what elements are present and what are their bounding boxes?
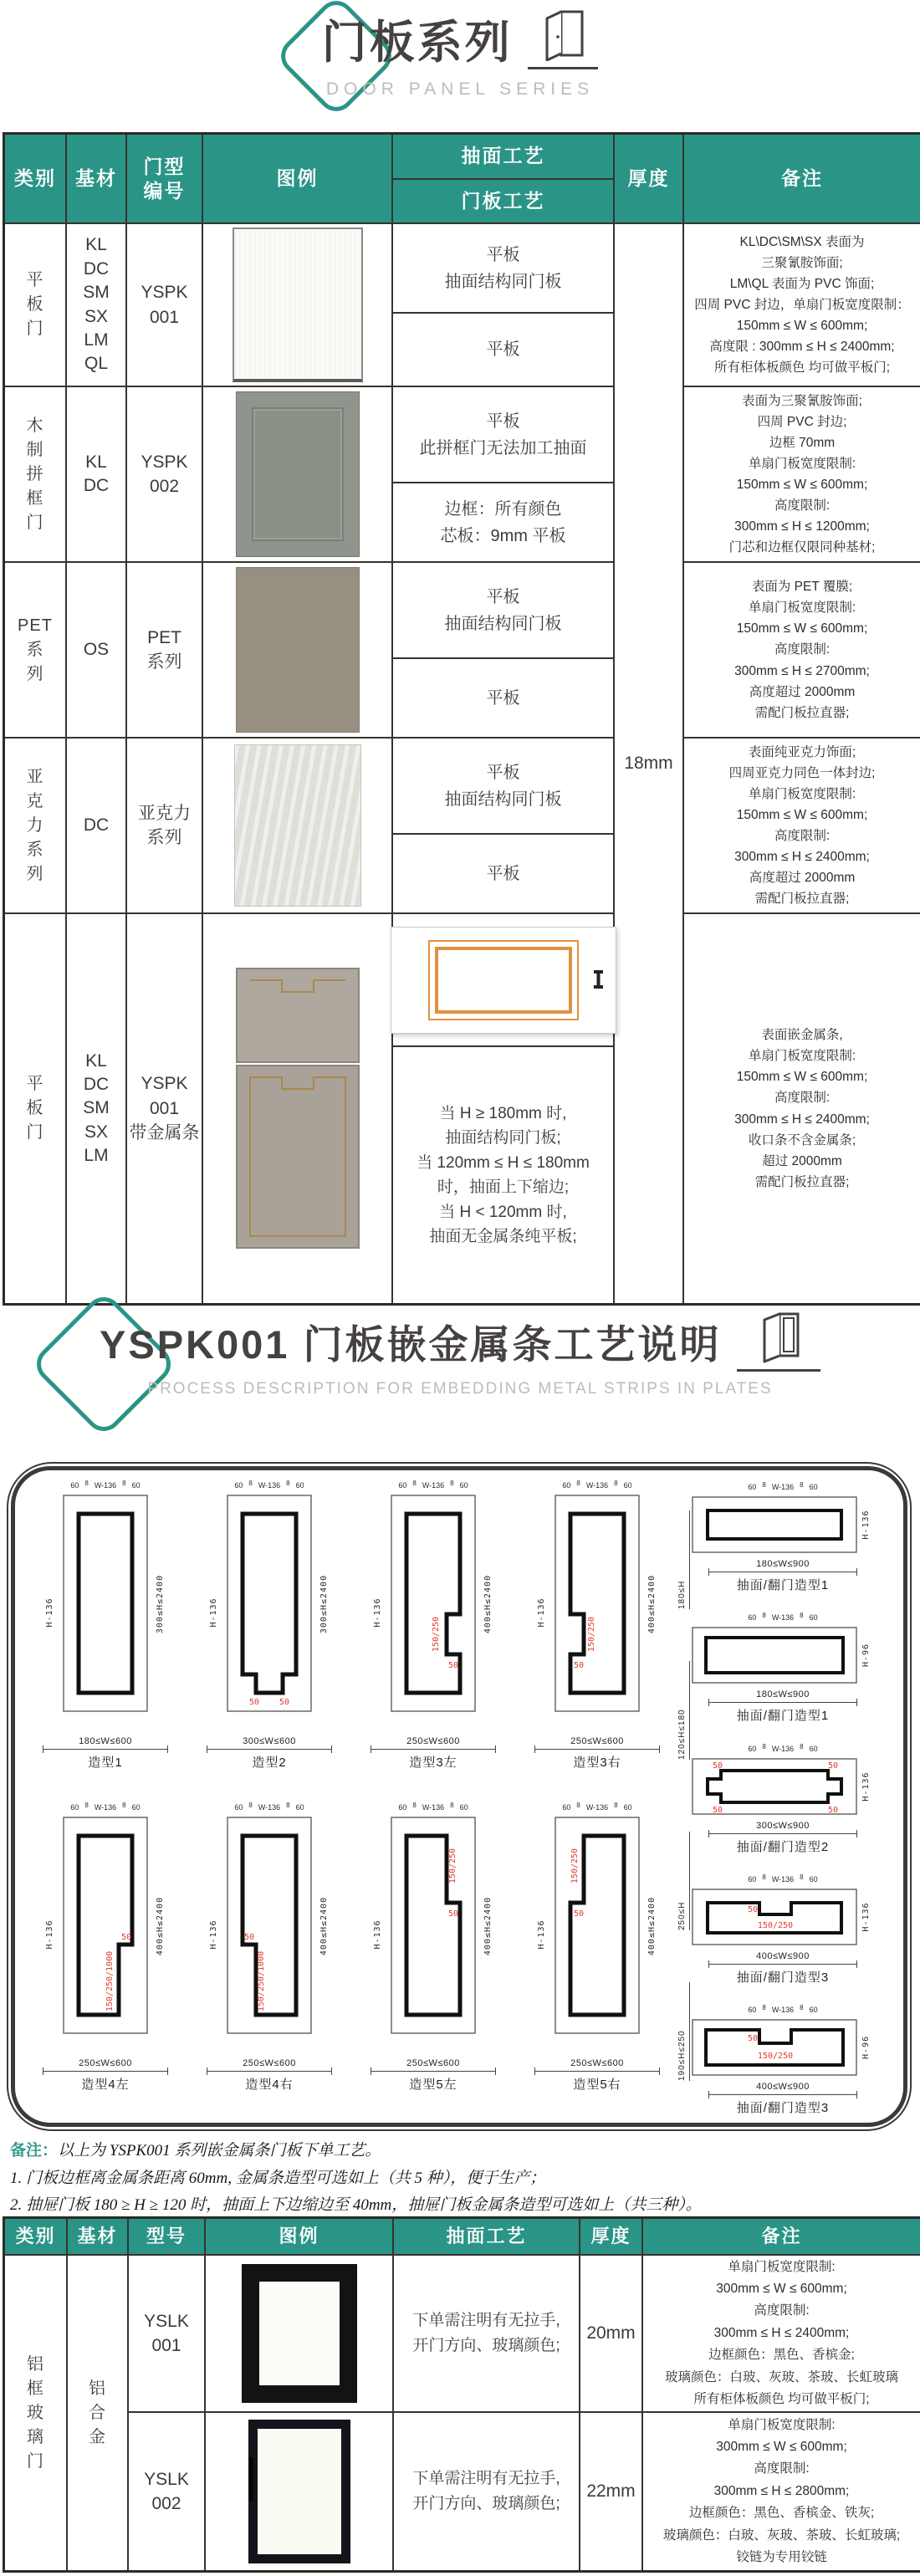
page-title: 门板系列 [321,18,513,68]
header-figure: 图例 [203,135,393,224]
note-label: 备注： [10,2142,59,2159]
note-line-0: 备注：以上为 YSPK001 系列嵌金属条门板下单工艺。 [10,2142,381,2159]
svg-text:H-136: H-136 [45,1597,54,1628]
drawer-process-text: 平板 此拼框门无法加工抽面 [393,387,613,483]
drawer-process-text: 平板 抽面结构同门板 [393,224,613,314]
svg-text:H-96: H-96 [861,2035,871,2060]
header-remarks: 备注 [643,2219,920,2256]
svg-text:H-136: H-136 [373,1597,382,1628]
svg-text:400≤H≤2400: 400≤H≤2400 [156,1896,165,1956]
row-category: 木 制 拼 框 门 [5,387,67,563]
svg-text:150/250: 150/250 [757,2052,794,2061]
header-drawer-process: 抽面工艺 [461,145,545,167]
svg-text:H-136: H-136 [861,1510,871,1540]
header-figure: 图例 [206,2219,394,2256]
height-range-label: 180≤H [677,1510,690,1609]
title-underline [528,67,598,69]
drawing-style-5-right: 60 8 W-136 8 60 150/250 50 H-136 400≤H≤2400 250≤W≤600 造型5右 [515,1804,679,2126]
row-process [393,224,615,387]
i-beam-symbol [593,969,604,998]
header-process: 抽面工艺 [394,2219,580,2256]
svg-text:50: 50 [243,1933,255,1942]
row-figure [203,739,393,914]
row-remarks: 单扇门板宽度限制: 300mm ≤ W ≤ 600mm; 高度限制: 300mm ≤ H ≤ 2400mm; 边框颜色：黑色、香槟金; 玻璃颜色：白玻、灰玻、茶玻、长虹玻璃 所有柜体板颜色 均可做平板门; [643,2256,920,2413]
metal-strip-cabinet-image [235,967,360,1251]
svg-text:H-136: H-136 [373,1919,382,1950]
header-remarks: 备注 [684,135,920,224]
acrylic-door-image [234,744,361,907]
svg-text:400≤H≤2400: 400≤H≤2400 [647,1896,657,1956]
row-process [393,387,615,563]
white-flat-door-image [233,227,363,382]
note-line-2: 2. 抽屉门板 180 ≥ H ≥ 120 时，抽面上下边缩边至 40mm，抽屉门板金属条造型可选如上（共三种）。 [10,2196,702,2215]
svg-text:50: 50 [827,1761,839,1771]
footnotes [10,2138,913,2220]
drawer-drawing-3: 60 8 W-136 8 60 50 50 50 50 H-136 300≤W≤900 抽面/翻门造型2 [679,1745,887,1855]
svg-text:50: 50 [120,1933,132,1942]
svg-text:300≤H≤2400: 300≤H≤2400 [319,1574,329,1634]
svg-text:50: 50 [573,1909,585,1919]
door-panel-table [3,132,920,1306]
svg-text:50: 50 [712,1761,723,1771]
svg-text:150/250: 150/250 [432,1616,441,1653]
row-category: PET 系 列 [5,563,67,739]
svg-text:50: 50 [573,1661,585,1670]
drawer-drawing-1: 60 8 W-136 8 60 H-136 180≤W≤900 抽面/翻门造型1 [679,1484,887,1593]
header-category: 类别 [5,2219,68,2256]
svg-text:50: 50 [279,1698,290,1707]
svg-text:150/250: 150/250 [587,1616,596,1653]
metal-strip-drawings-panel [7,1462,912,2131]
row-model-code: YSPK 002 [127,387,203,563]
svg-text:H-136: H-136 [861,1902,871,1932]
row-remarks: 表面纯亚克力饰面; 四周亚克力同色一体封边; 单扇门板宽度限制: 150mm ≤ W ≤ 600mm; 高度限制: 300mm ≤ H ≤ 2400mm; 高度超过 2000mm 需配门板拉直器; [684,739,920,914]
drawing-style-1: 60 8 W-136 8 60 H-136 300≤H≤2400 180≤W≤600 造型1 [23,1482,187,1804]
svg-text:H-136: H-136 [45,1919,54,1950]
svg-text:H-136: H-136 [861,1771,871,1802]
row-process [393,914,615,1303]
svg-text:50: 50 [827,1805,839,1815]
header-model: 门型 编号 [127,135,203,224]
svg-text:150/250: 150/250 [570,1848,580,1884]
drawing-style-2: 60 8 W-136 8 60 50 50 H-136 300≤H≤2400 300≤W≤600 造型2 [187,1482,351,1804]
row-model-code: PET 系列 [127,563,203,739]
header-model: 型号 [129,2219,206,2256]
framed-door-image [236,391,360,557]
panel-process-text: 平板 [486,688,520,708]
drawing-style-4-left: 60 8 W-136 8 60 50 150/250/1000 H-136 400≤H≤2400 250≤W≤600 造型4左 [23,1804,187,2126]
drawer-drawing-2: 60 8 W-136 8 60 H-96 180≤W≤900 抽面/翻门造型1 [679,1614,887,1724]
svg-text:400≤H≤2400: 400≤H≤2400 [319,1896,329,1956]
row-category: 亚 克 力 系 列 [5,739,67,914]
svg-text:H-136: H-136 [209,1597,218,1628]
note-line-1: 1. 门板边框离金属条距离 60mm, 金属条造型可选如上（共 5 种），便于生产； [10,2169,546,2187]
drawer-drawing-4: 60 8 W-136 8 60 50 150/250 H-136 400≤W≤900 抽面/翻门造型3 [679,1876,887,1986]
drawing-style-5-left: 60 8 W-136 8 60 150/250 50 H-136 400≤H≤2400 250≤W≤600 造型5左 [351,1804,515,2126]
row-process: 下单需注明有无拉手, 开门方向、玻璃颜色; [394,2256,580,2413]
svg-text:50: 50 [747,1904,759,1914]
aluminum-glass-door-image [242,2264,357,2403]
svg-text:150/250: 150/250 [757,1920,794,1930]
row-remarks: KL\DC\SM\SX 表面为 三聚氰胺饰面; LM\QL 表面为 PVC 饰面; 四周 PVC 封边，单扇门板宽度限制： 150mm ≤ W ≤ 600mm; 高度限 : 300mm ≤ H ≤ 2400mm; 所有柜体板颜色 均可做平板门; [684,224,920,387]
thickness-value: 20mm [580,2256,643,2413]
header-category: 类别 [5,135,67,224]
row-process: 下单需注明有无拉手, 开门方向、玻璃颜色; [394,2413,580,2570]
section2-subtitle: PROCESS DESCRIPTION FOR EMBEDDING METAL STRIPS IN PLATES [147,1380,773,1398]
row-base-material: KL DC SM SX LM [67,914,127,1303]
metal-strip-diagram-cell [393,914,613,1047]
row-model-code: 亚克力 系列 [127,739,203,914]
panel-process-text: 平板 [486,864,520,883]
svg-text:H-136: H-136 [537,1919,546,1950]
door-icon [528,9,598,69]
aluminum-glass-door-image [248,2420,350,2563]
row-model-code: YSLK 002 [129,2413,206,2570]
svg-text:50: 50 [712,1805,723,1815]
page-header [0,7,920,130]
glass-door-table [3,2216,920,2573]
row-process [393,739,615,914]
svg-text:400≤H≤2400: 400≤H≤2400 [483,1574,493,1634]
row-remarks: 表面为 PET 覆膜; 单扇门板宽度限制: 150mm ≤ W ≤ 600mm; 高度限制: 300mm ≤ H ≤ 2700mm; 高度超过 2000mm 需配门板拉直器; [684,563,920,739]
panel-process-text: 当 H ≥ 180mm 时, 抽面结构同门板; 当 120mm ≤ H ≤ 180mm 时，抽面上下缩边; 当 H < 120mm 时, 抽面无金属条纯平板; [417,1104,590,1246]
svg-text:50: 50 [747,2034,759,2043]
row-figure [203,224,393,387]
row-category: 铝 框 玻 璃 门 [5,2256,68,2570]
row-base-material: 铝 合 金 [68,2256,129,2570]
svg-text:50: 50 [447,1661,459,1670]
drawer-process-text: 平板 抽面结构同门板 [393,563,613,659]
door-style-drawings [23,1482,679,2118]
svg-text:150/250: 150/250 [448,1848,457,1884]
row-remarks: 单扇门板宽度限制: 300mm ≤ W ≤ 600mm; 高度限制: 300mm ≤ H ≤ 2800mm; 边框颜色：黑色、香槟金、铁灰; 玻璃颜色：白玻、灰玻、茶玻、长虹玻璃; 铰链为专用铰链 [662,2417,901,2564]
row-model-code: YSPK 001 [127,224,203,387]
row-category: 平 板 门 [5,224,67,387]
section2-title: YSPK001 门板嵌金属条工艺说明 [100,1321,722,1367]
row-figure [203,563,393,739]
drawer-drawing-5: 60 8 W-136 8 60 50 150/250 H-96 400≤W≤900 抽面/翻门造型3 [679,2006,887,2116]
section2-header [0,1311,920,1459]
row-remarks: 表面为三聚氰胺饰面; 四周 PVC 封边; 边框 70mm 单扇门板宽度限制: 150mm ≤ W ≤ 600mm; 高度限制: 300mm ≤ H ≤ 1200mm; 门芯和边框仅限同种基材; [684,387,920,563]
svg-text:150/250/1000: 150/250/1000 [105,1950,115,2012]
svg-text:H-136: H-136 [537,1597,546,1628]
row-remarks: 表面嵌金属条, 单扇门板宽度限制: 150mm ≤ W ≤ 600mm; 高度限制: 300mm ≤ H ≤ 2400mm; 收口条不含金属条; 超过 2000mm 需配门板拉直器; [734,1028,870,1189]
row-figure [206,2256,394,2413]
row-process [393,563,615,739]
thickness-value: 18mm [615,224,684,1303]
row-base-material: KL DC [67,387,127,563]
drawing-style-3-left: 60 8 W-136 8 60 150/250 50 H-136 400≤H≤2400 250≤W≤600 造型3左 [351,1482,515,1804]
panel-process-text: 边框：所有颜色 芯板：9mm 平板 [440,499,566,545]
row-base-material: KL DC SM SX LM QL [67,224,127,387]
row-base-material: OS [67,563,127,739]
row-base-material: DC [67,739,127,914]
svg-text:300≤H≤2400: 300≤H≤2400 [156,1574,165,1634]
header-thickness: 厚度 [615,135,684,224]
row-figure [206,2413,394,2570]
door-handle [248,2457,253,2501]
row-figure [203,914,393,1303]
drawer-style-drawings [679,1482,887,2118]
thickness-value: 22mm [580,2413,643,2570]
svg-text:H-96: H-96 [861,1643,871,1668]
drawer-process-text: 平板 抽面结构同门板 [393,739,613,835]
header-panel-process: 门板工艺 [393,178,613,223]
header-process [393,135,615,224]
svg-text:50: 50 [248,1698,260,1707]
svg-text:150/250/1000: 150/250/1000 [257,1950,266,2012]
row-category: 平 板 门 [5,914,67,1303]
panel-process-text: 平板 [486,340,520,360]
svg-text:H-136: H-136 [209,1919,218,1950]
height-range-label: 250≤H [677,1832,690,1930]
metal-strip-diagram [391,927,616,1034]
header-base: 基材 [67,135,127,224]
row-model-code: YSLK 001 [129,2256,206,2413]
pet-door-image [236,567,360,733]
drawing-style-3-right: 60 8 W-136 8 60 150/250 50 H-136 400≤H≤2400 250≤W≤600 造型3右 [515,1482,679,1804]
page-subtitle: DOOR PANEL SERIES [325,79,595,99]
title-underline [737,1369,820,1372]
drawing-style-4-right: 60 8 W-136 8 60 50 150/250/1000 H-136 400≤H≤2400 250≤W≤600 造型4右 [187,1804,351,2126]
header-thickness: 厚度 [580,2219,643,2256]
header-base: 基材 [68,2219,129,2256]
svg-text:400≤H≤2400: 400≤H≤2400 [483,1896,493,1956]
height-range-label: 190≤H≤250 [677,1982,690,2081]
double-door-icon [737,1311,820,1372]
svg-text:400≤H≤2400: 400≤H≤2400 [647,1574,657,1634]
svg-text:50: 50 [447,1909,459,1919]
row-model-code: YSPK 001 带金属条 [127,914,203,1303]
height-range-label: 120≤H≤180 [677,1661,690,1760]
row-figure [203,387,393,563]
